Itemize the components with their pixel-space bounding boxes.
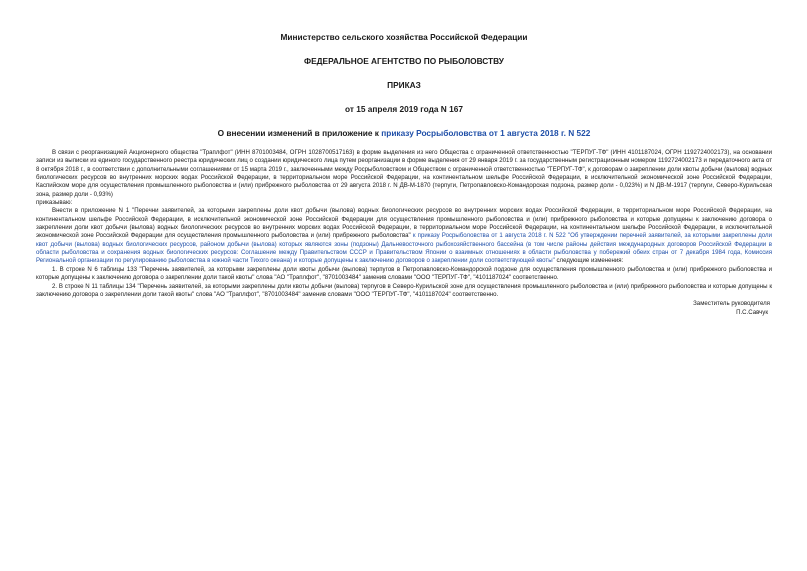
main-text-start: Внести в приложение N 1 "Перечни заявителей, за которыми закреплены доли квот добычи (вылова) водных биологических ресурсов во внутренних морских водах Российской Федерации, в территориальном море Российской Федерации, на континентальном шельфе Российской Федерации, в исключительной экономической зоне Российской Федерации для осуществления промышленного рыболовства и (или) прибрежного рыболовства и которые допущены к заключению договора о закреплении доли квот добычи (вылова) водных биологических ресурсов во внутренних морских водах Российской Федерации, в территориальном море Российской Федерации, на континентальном шельфе Российской Федерации, в исключительной экономической зоне Российской Федерации для осуществления промышленного рыболовства и (или) прибрежного рыболовства" <box>36 207 772 240</box>
date-number: от 15 апреля 2019 года N 167 <box>345 104 463 114</box>
document-page <box>36 30 772 317</box>
agency-name: ФЕДЕРАЛЬНОЕ АГЕНТСТВО ПО РЫБОЛОВСТВУ <box>304 56 504 66</box>
main-paragraph <box>36 207 772 265</box>
main-text-end: следующие изменения: <box>554 257 624 265</box>
document-header <box>36 32 772 138</box>
signatory-name: П.С.Савчук <box>736 308 768 316</box>
order-word: приказываю: <box>36 199 73 207</box>
amendment-item-1: 1. В строке N 6 таблицы 133 "Перечень заявителей, за которыми закреплены доли квоты добычи (вылова) терпугов в Петропавловско-Командорской подзоне для осуществления промышленного рыболовства и (или) прибрежного рыболовства и которые допущены к заключению договора о закреплении доли такой квоты" слова "АО "Траплфот", "8701003484" заменив словами "ООО "ТЕРПУГ-ТФ", "4101187024" соответственно. <box>36 265 772 282</box>
order-link[interactable]: к приказу Росрыболовства от 1 августа 2018 г. N 522 "Об утверждении перечней заявителей, за которыми закреплены доли квот добычи (вылова) водных биологических ресурсов, районом добычи (вылова) которых являются зоны (подзоны) Дальневосточного рыбохозяйственного бассейна (в том числе районы действия международных договоров Российской Федерации в области рыболовства и сохранения водных биологических ресурсов: Соглашение между Правительством СССР и Правительством Японии о взаимных отношениях в области рыболовства у побережий обеих стран от 7 декабря 1984 года, Комиссия Региональной организации по регулированию рыболовства в южной части Тихого океана) и которые допущены к заключению договоров о закреплении доли соответствующей квоты" <box>36 232 772 265</box>
subject-prefix: О внесении изменений в приложение к <box>217 128 382 138</box>
ministry-name: Министерство сельского хозяйства Российской Федерации <box>280 32 528 42</box>
document-body <box>36 149 772 299</box>
signature-block <box>36 300 772 317</box>
subject-link[interactable]: приказу Росрыболовства от 1 августа 2018 г. N 522 <box>381 128 591 138</box>
signatory-position: Заместитель руководителя <box>693 300 770 308</box>
document-subject <box>36 128 772 138</box>
preamble-paragraph: В связи с реорганизацией Акционерного общества "Траплфот" (ИНН 8701003484, ОГРН 1028700517163) в форме выделения из него Общества с ограниченной ответственностью "ТЕРПУГ-ТФ" (ИНН 4101187024, ОГРН 1192724002173), на основании записи из выписки из единого государственного реестра юридических лиц о создании юридического лица путем реорганизации в форме выделения от 29 января 2019 г. за государственным регистрационным номером 1192724002173 и передаточного акта от 8 октября 2018 г., в соответствии с дополнительными соглашениями от 15 марта 2019 г., заключенными между Росрыболовством и Обществом с ограниченной ответственностью "ТЕРПУГ-ТФ", к договорам о закреплении доли квоты добычи (вылова) водных биологических ресурсов во внутренних морских водах Российской Федерации, в территориальном море Российской Федерации, на континентальном шельфе Российской Федерации, в исключительной экономической зоне Российской Федерации, Каспийском море для осуществления промышленного рыболовства и (или) прибрежного рыболовства от 29 августа 2018 г. N ДВ-М-1870 (терпуги, Петропавловско-Командорская подзона, размер доли - 0,023%) и N ДВ-М-1917 (терпуги, Северо-Курильская зона, размер доли - 0,93%) <box>36 149 772 198</box>
amendment-item-2: 2. В строке N 11 таблицы 134 "Перечень заявителей, за которыми закреплены доли квоты добычи (вылова) терпугов в Северо-Курильской зоне для осуществления промышленного рыболовства и (или) прибрежного рыболовства и которые допущены к заключению договора о закреплении доли такой квоты" слова "АО "Траплфот", "8701003484" заменив словами "ООО "ТЕРПУГ-ТФ", "4101187024" соответственно. <box>36 282 772 298</box>
document-type: ПРИКАЗ <box>387 80 421 90</box>
